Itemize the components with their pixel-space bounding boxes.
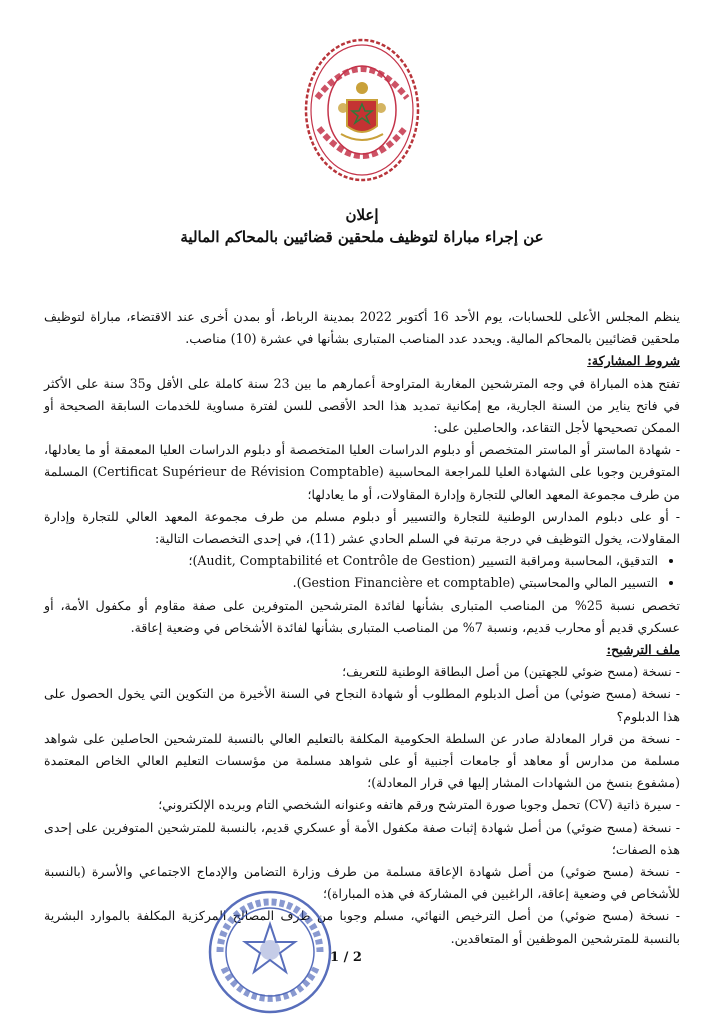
court-emblem-logo — [303, 38, 421, 182]
document-body — [44, 306, 680, 950]
file-item: - نسخة (مسح ضوئي) من أصل الترخيص النهائي، مسلم وجوبا من طرف المصالح المركزية المكلفة بالموارد البشرية بالنسبة للمترشحين الموظفين أو المتعاقدين. — [44, 908, 680, 946]
file-item: - نسخة (مسح ضوئي) من أصل شهادة الإعاقة مسلمة من طرف وزارة التضامن والإدماج الاجتماعي والأسرة (بالنسبة للأشخاص في وضعية إعاقة، الراغبين في المشاركة في هذه المباراة)؛ — [44, 864, 680, 902]
file-item: - نسخة (مسح ضوئي) من أصل الدبلوم المطلوب أو شهادة النجاح في السنة الأخيرة من التكوين التي يخول الحصول على هذا الدبلوم؟ — [44, 686, 680, 724]
announcement-subtitle: عن إجراء مباراة لتوظيف ملحقين قضائيين بالمحاكم المالية — [180, 228, 544, 246]
file-item: - نسخة (مسح ضوئي للجهتين) من أصل البطاقة الوطنية للتعريف؛ — [342, 664, 680, 680]
file-heading: ملف الترشيح: — [606, 642, 680, 658]
conditions-heading: شروط المشاركة: — [587, 353, 680, 369]
intro-paragraph: ينظم المجلس الأعلى للحسابات، يوم الأحد 16 أكتوبر 2022 بمدينة الرباط، أو بمدن أخرى عند الاقتضاء، مباراة لتوظيف ملحقين قضائيين بالمحاكم المالية. ويحدد عدد المناصب المتبارى بشأنها في عشرة (10) مناصب. — [44, 309, 681, 347]
file-item: - نسخة (مسح ضوئي) من أصل شهادة إثبات صفة مكفول الأمة أو عسكري قديم، بالنسبة للمترشحين المتوفرين على إحدى هذه الصفات؛ — [44, 819, 680, 857]
condition-item-1: - شهادة الماستر أو الماستر المتخصص أو دبلوم الدراسات العليا المتخصصة أو دبلوم الدراسات العليا المعمقة أو ما يعادلها، المتوفرين وجوبا على الشهادة العليا للمراجعة المحاسبية (Certificat Supérieur de Révision Comptable) المسلمة من طرف مجموعة المعهد العالي للتجارة وإدارة المقاولات، أو ما يعادلها؛ — [44, 442, 680, 502]
page-number: 1 / 2 — [330, 950, 362, 965]
official-stamp — [206, 888, 334, 1016]
condition-item-2: - أو على دبلوم المدارس الوطنية للتجارة والتسيير أو دبلوم مسلم من طرف مجموعة المعهد العالي للتجارة وإدارة المقاولات، يخول التوظيف في درجة مرتبة في السلم الحادي عشر (11)، في إحدى التخصصات التالية: — [44, 508, 680, 547]
specialty-bullet-2: • التسيير المالي والمحاسبتي (Gestion Financière et comptable). — [44, 572, 658, 594]
specialties-list — [44, 550, 680, 594]
file-item: - سيرة ذاتية (CV) تحمل وجوبا صورة المترشح ورقم هاتفه وعنوانه الشخصي التام وبريده الإلكتروني؛ — [158, 797, 680, 813]
announcement-title: إعلان — [345, 206, 379, 224]
file-item: - نسخة من قرار المعادلة صادر عن السلطة الحكومية المكلفة بالتعليم العالي بالنسبة للمترشحين الحاصلين على شواهد مسلمة من مدارس أو معاهد أو جامعات أجنبية أو على شواهد مسلمة من مؤسسات التعليم العالي الخاص المعتمدة (مشفوع بنسخ من الشهادات المشار إليها في قرار المعادلة)؛ — [44, 730, 680, 791]
specialty-bullet-1: • التدقيق، المحاسبة ومراقبة التسيير (Audit, Comptabilité et Contrôle de Gestion)؛ — [44, 550, 658, 572]
conditions-paragraph: تفتح هذه المباراة في وجه المترشحين المغاربة المتراوحة أعمارهم ما بين 23 سنة كاملة على الأقل و35 سنة على الأكثر في فاتح يناير من السنة الجارية، مع إمكانية تمديد هذا الحد الأقصى للسن لفترة مساوية للخدمات السابقة الصحيحة أو الممكن تصحيحها لأجل التقاعد، والحاصلين على: — [44, 375, 680, 436]
quota-paragraph: تخصص نسبة 25% من المناصب المتبارى بشأنها لفائدة المترشحين المتوفرين على صفة مقاوم أو مكفول الأمة، أو عسكري قديم أو محارب قديم، ونسبة 7% من المناصب المتبارى بشأنها لفائدة الأشخاص في وضعية إعاقة. — [44, 597, 680, 635]
